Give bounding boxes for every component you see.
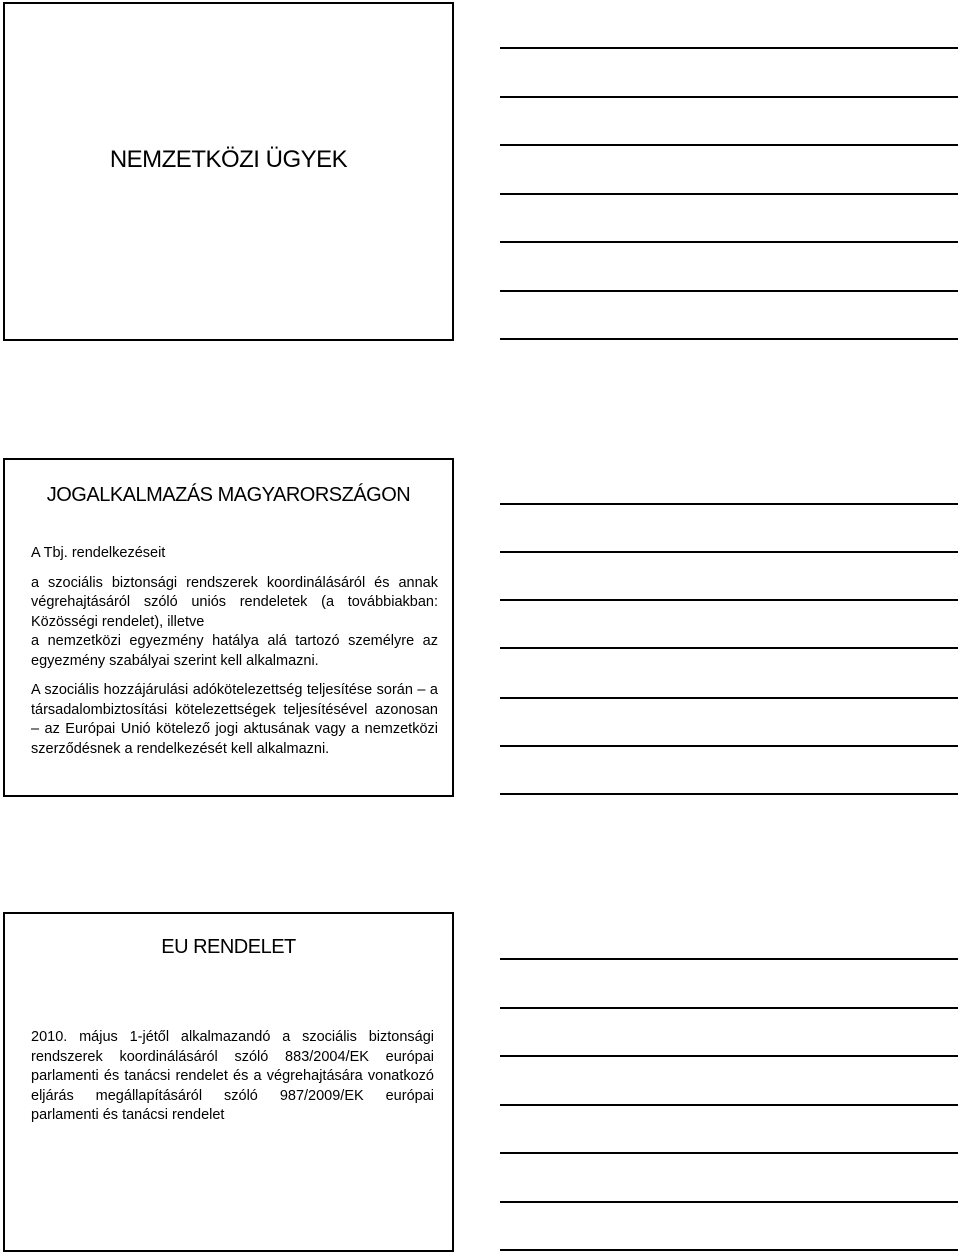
- note-line: [500, 958, 958, 960]
- paragraph: a nemzetközi egyezmény hatálya alá tartozó személyre az egyezmény szabályai szerint kell alkalmazni.: [31, 633, 438, 669]
- slide-title: NEMZETKÖZI ÜGYEK: [109, 146, 348, 173]
- note-line: [500, 551, 958, 553]
- note-line: [500, 599, 958, 601]
- note-line: [500, 144, 958, 146]
- note-line: [500, 193, 958, 195]
- paragraph: A szociális hozzájárulási adókötelezettség teljesítése során – a társadalombiztosítási kötelezettségek teljesítésével azonosan – az Európai Unió kötelező jogi aktusának vagy a nemzetközi szerződésnek a rendelkezését kell alkalmazni.: [31, 682, 438, 757]
- note-line: [500, 647, 958, 649]
- paragraph: A Tbj. rendelkezéseit: [31, 545, 166, 561]
- note-line: [500, 47, 958, 49]
- paragraph: a szociális biztonsági rendszerek koordinálásáról és annak végrehajtásáról szóló uniós rendeletek (a továbbiakban: Közösségi rendelet), illetve: [31, 574, 438, 630]
- slide-3: [3, 912, 454, 1252]
- note-line: [500, 96, 958, 98]
- note-line: [500, 1055, 958, 1057]
- slide-2: [3, 458, 454, 797]
- note-line: [500, 697, 958, 699]
- note-line: [500, 1104, 958, 1106]
- note-line: [500, 503, 958, 505]
- note-line: [500, 241, 958, 243]
- note-line: [500, 745, 958, 747]
- note-line: [500, 338, 958, 340]
- slide-title: EU RENDELET: [161, 936, 296, 958]
- slide-body: [31, 544, 438, 759]
- slide-body: [31, 1028, 434, 1126]
- note-line: [500, 1201, 958, 1203]
- note-line: [500, 1007, 958, 1009]
- note-line: [500, 290, 958, 292]
- note-line: [500, 793, 958, 795]
- slide-1: [3, 2, 454, 341]
- paragraph: 2010. május 1-jétől alkalmazandó a szociális biztonsági rendszerek koordinálásáról szóló 883/2004/EK európai parlamenti és tanácsi rendelet és a végrehajtására vonatkozó eljárás megállapításáról szóló 987/2009/EK európai parlamenti és tanácsi rendelet: [31, 1029, 434, 1123]
- note-line: [500, 1249, 958, 1251]
- slide-title: JOGALKALMAZÁS MAGYARORSZÁGON: [46, 484, 411, 506]
- note-line: [500, 1152, 958, 1154]
